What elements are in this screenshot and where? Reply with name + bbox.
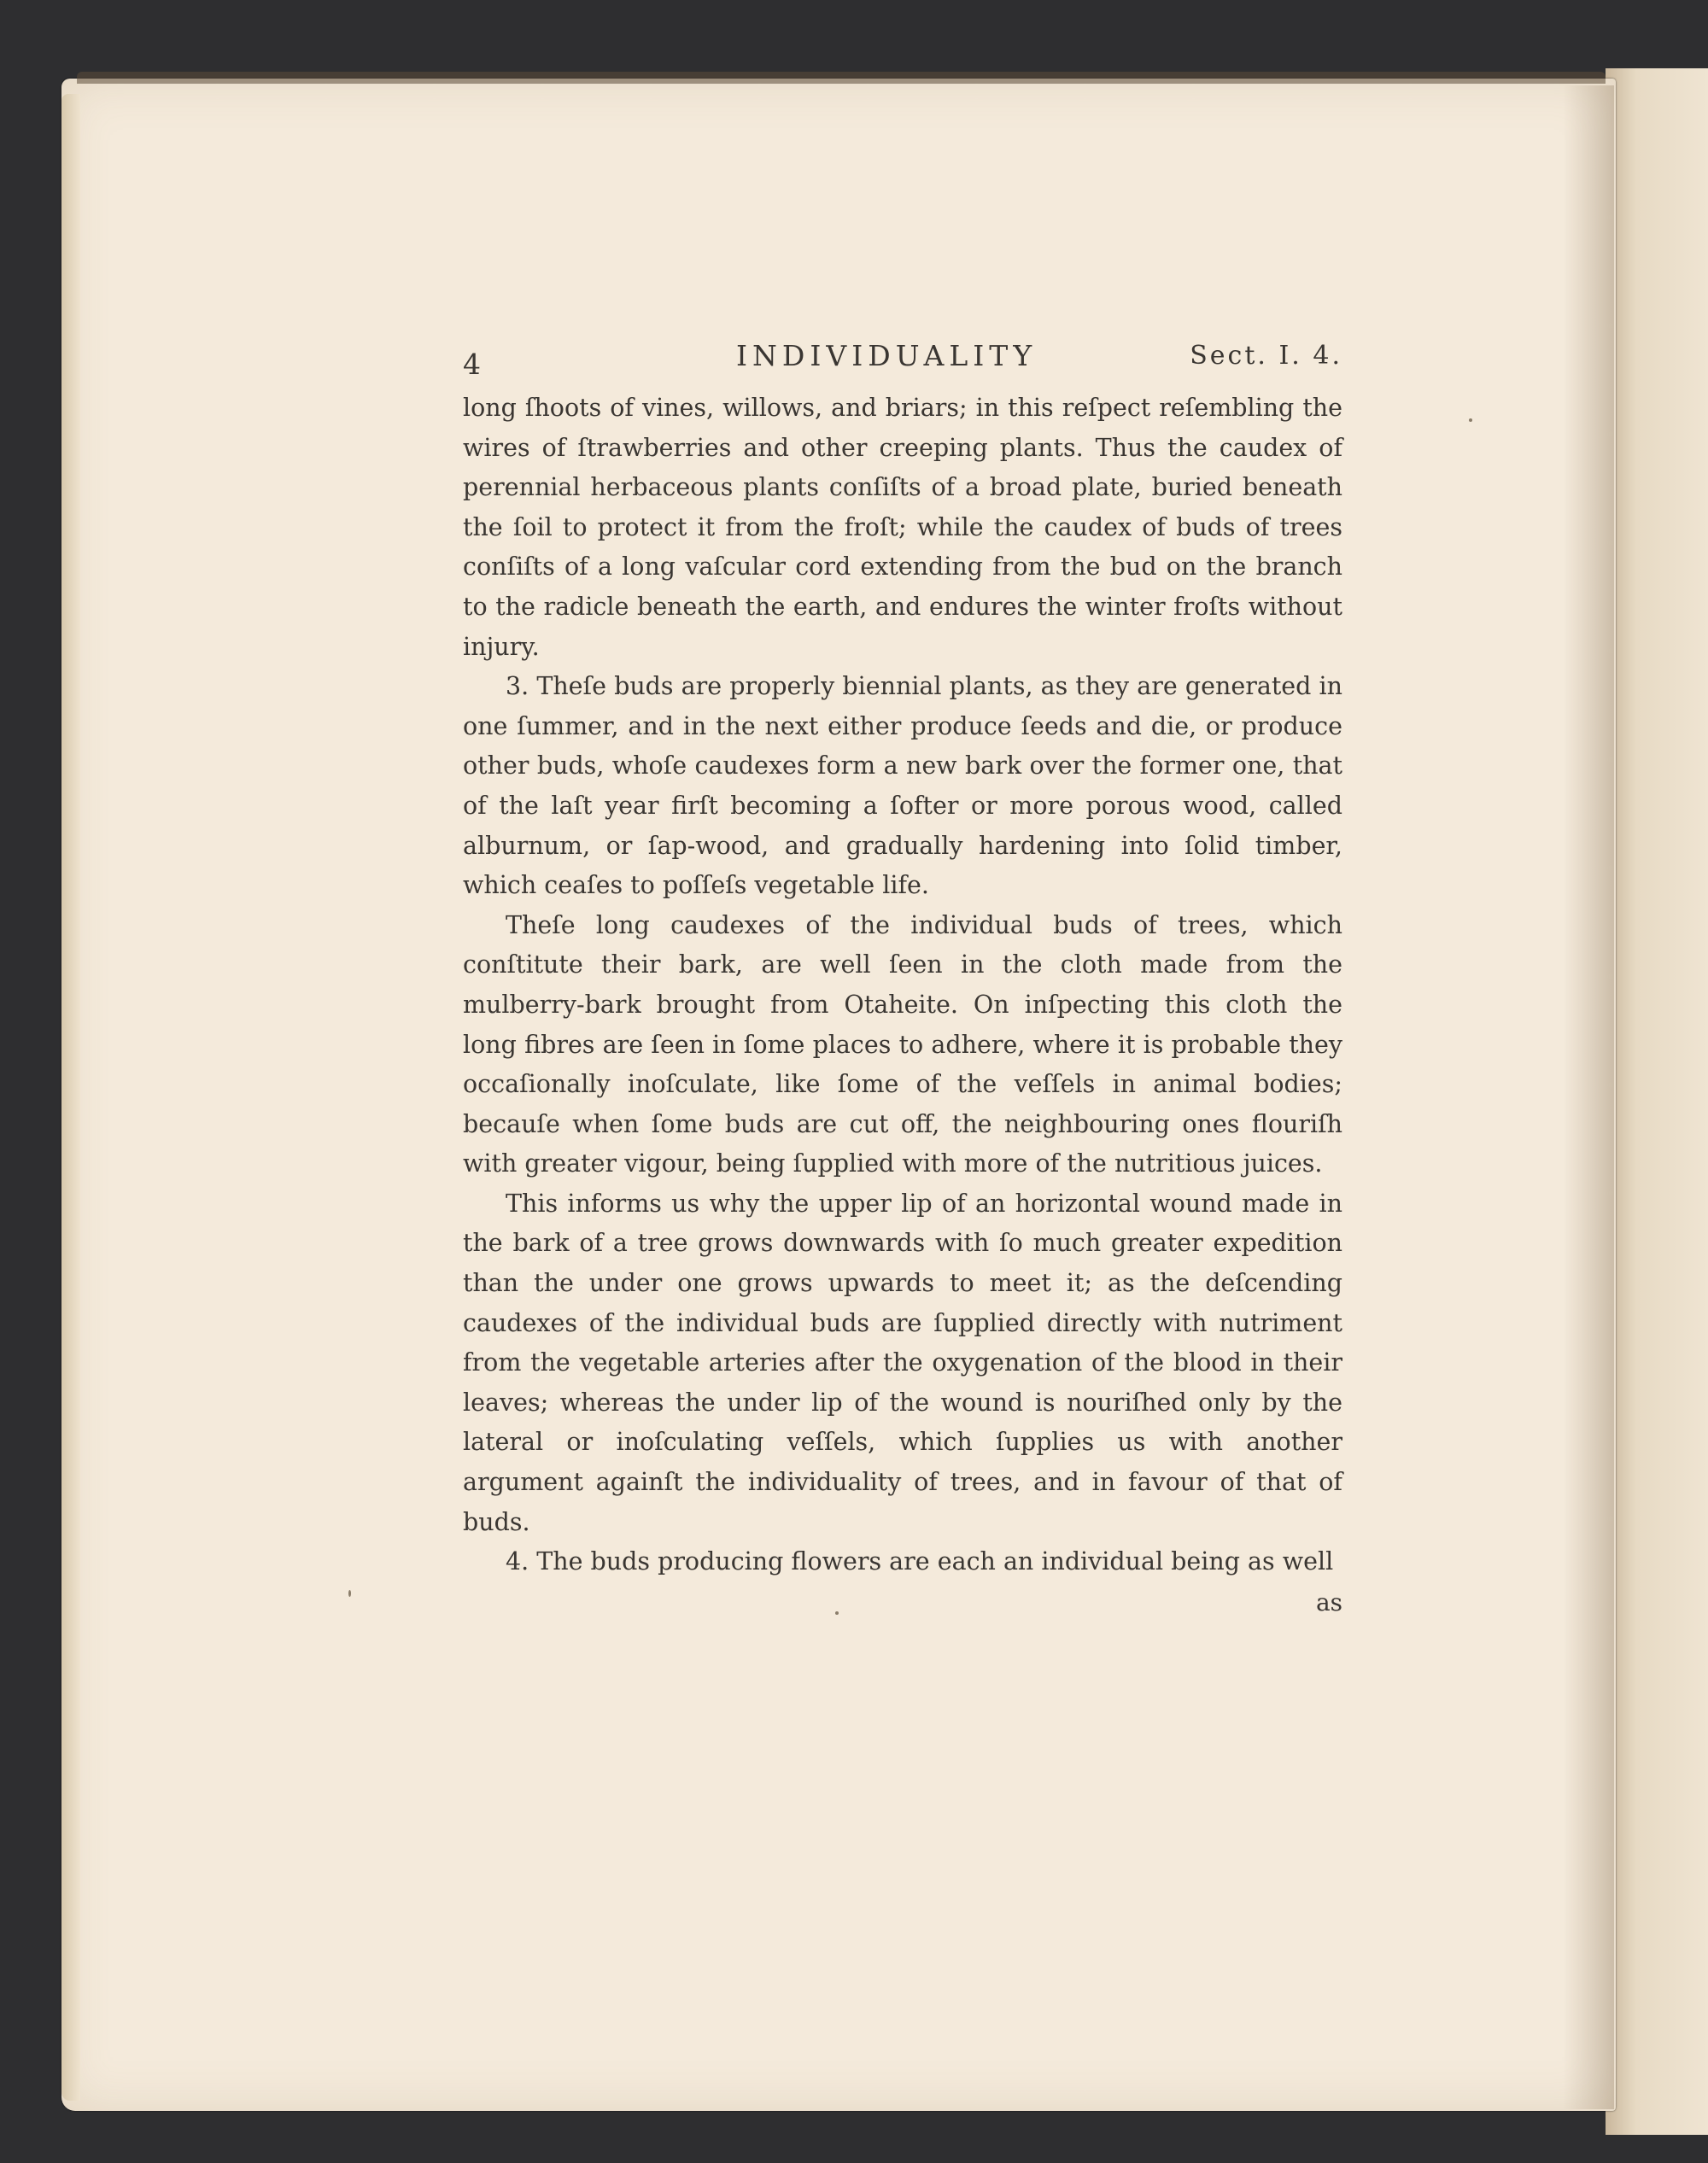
paper-speck: [348, 1590, 351, 1597]
running-header: [463, 329, 1342, 389]
paper-speck: [1469, 418, 1472, 422]
page-content: [463, 329, 1342, 1620]
gutter-shadow: [1563, 85, 1614, 2109]
body-text: [463, 389, 1342, 1582]
paragraph-section-4: 4. The buds producing flowers are each an individual being as well: [506, 1547, 1334, 1576]
paragraph-continuation: long ſhoots of vines, willows, and briars; in this reſpect reſembling the wires of ſtrawberries and other creeping plants. Thus the caudex of perennial herbaceous plants conſiſts of a broad plate, buried beneath the ſoil to protect it from the froſt; while the caudex of buds of trees conſiſts of a long vaſcular cord extending from the bud on the branch to the radicle beneath the earth, and endures the winter froſts without injury.: [463, 394, 1342, 661]
section-reference: Sect. I. 4.: [1190, 341, 1342, 371]
page-number: 4: [463, 348, 483, 381]
paragraph-wound: This informs us why the upper lip of an horizontal wound made in the bark of a tree grows downwards with ſo much greater expedition than the under one grows upwards to meet it; as the deſcending caudexes of the individual buds are ſupplied directly with nutriment from the vegetable arteries after the oxygenation of the blood in their leaves; whereas the under lip of the wound is nouriſhed only by the lateral or inoſculating veſſels, which ſupplies us with another argument againſt the individuality of trees, and in favour of that of buds.: [463, 1189, 1342, 1536]
catchword: as: [1315, 1587, 1342, 1616]
facing-page-edge: [1606, 68, 1708, 2135]
page-top-edge: [77, 72, 1606, 84]
page-left-edge: [61, 94, 80, 2101]
paragraph-section-3: 3. Theſe buds are properly biennial plants, as they are generated in one ſummer, and in the next either produce ſeeds and die, or produce other buds, whoſe caudexes form a new bark over the former one, that of the laſt year firſt becoming a ſofter or more porous wood, called alburnum, or ſap-wood, and gradually hardening into ſolid timber, which ceaſes to poſſeſs vegetable life.: [463, 672, 1342, 900]
paragraph-bark-cloth: Theſe long caudexes of the individual buds of trees, which conſtitute their bark, are well ſeen in the cloth made from the mulberry-bark brought from Otaheite. On inſpecting this cloth the long fibres are ſeen in ſome places to adhere, where it is probable they occaſionally inoſculate, like ſome of the veſſels in animal bodies; becauſe when ſome buds are cut off, the neighbouring ones flouriſh with greater vigour, being ſupplied with more of the nutritious juices.: [463, 910, 1342, 1178]
running-title: INDIVIDUALITY: [736, 339, 1038, 372]
